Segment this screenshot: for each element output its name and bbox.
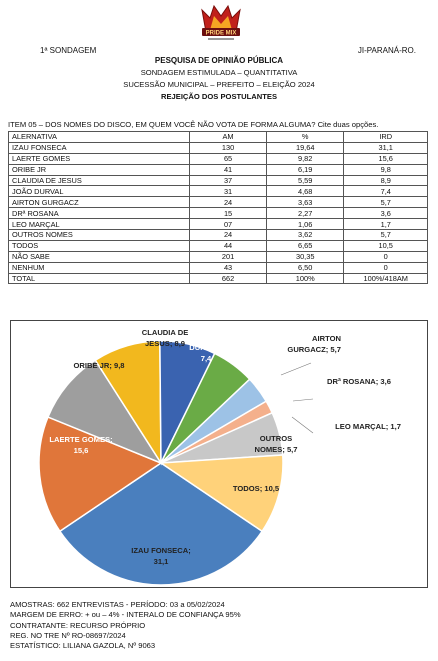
- slice-label: CLAUDIA DE JESUS; 8,9: [141, 328, 189, 348]
- cell-am: 43: [190, 262, 267, 273]
- table-header-row: [9, 132, 428, 143]
- footer-contractor: CONTRATANTE: RECURSO PRÓPRIO: [10, 620, 146, 630]
- leader-line: [281, 363, 311, 375]
- pie-chart: [11, 321, 427, 587]
- cell-am: 65: [190, 153, 267, 164]
- table-row: [9, 262, 428, 273]
- slice-label: JOÃO DURVAL; 7,4: [189, 332, 223, 363]
- question-text: ITEM 05 – DOS NOMES DO DISCO, EM QUEM VOCÊ NÃO VOTA DE FORMA ALGUMA? Cite duas opções.: [8, 120, 379, 129]
- cell-ird: 3,6: [344, 208, 428, 219]
- cell-ird: 9,8: [344, 164, 428, 175]
- cell-ird: 31,1: [344, 142, 428, 153]
- cell-percent: 6,65: [266, 240, 343, 251]
- cell-ird: 0: [344, 262, 428, 273]
- cell-alternative: NENHUM: [9, 262, 190, 273]
- cell-percent: 4,68: [266, 186, 343, 197]
- header-ird: IRD: [344, 132, 428, 143]
- table-row: [9, 197, 428, 208]
- cell-percent: 100%: [266, 273, 343, 284]
- cell-ird: 15,6: [344, 153, 428, 164]
- subtitle-1: SONDAGEM ESTIMULADA – QUANTITATIVA: [140, 68, 298, 77]
- footer-margin: MARGEM DE ERRO: + ou – 4% - INTERALO DE CONFIANÇA 95%: [10, 610, 241, 620]
- cell-percent: 6,50: [266, 262, 343, 273]
- table-row: [9, 251, 428, 262]
- footer-registration: REG. NO TRE Nº RO-08697/2024: [10, 630, 126, 640]
- cell-alternative: AIRTON GURGACZ: [9, 197, 190, 208]
- cell-alternative: LAERTE GOMES: [9, 153, 190, 164]
- pie-chart-box: [10, 320, 428, 588]
- slice-label: ORIBE JR; 9,8: [73, 361, 125, 370]
- cell-alternative: OUTROS NOMES: [9, 230, 190, 241]
- city-label: JI-PARANÁ-RO.: [357, 46, 416, 55]
- table-row: [9, 240, 428, 251]
- cell-alternative: JOÃO DURVAL: [9, 186, 190, 197]
- cell-am: 24: [190, 197, 267, 208]
- table-row: [9, 208, 428, 219]
- cell-ird: 7,4: [344, 186, 428, 197]
- table-row: [9, 153, 428, 164]
- slice-label: DRª ROSANA; 3,6: [327, 377, 391, 386]
- footer-notes: [10, 600, 241, 651]
- header-alternative: ALERNATIVA: [9, 132, 190, 143]
- cell-alternative: TOTAL: [9, 273, 190, 284]
- cell-am: 130: [190, 142, 267, 153]
- cell-ird: 0: [344, 251, 428, 262]
- table-row: [9, 164, 428, 175]
- cell-percent: 3,63: [266, 197, 343, 208]
- survey-round: 1ª SONDAGEM: [40, 46, 97, 55]
- table-row: [9, 186, 428, 197]
- cell-am: 15: [190, 208, 267, 219]
- cell-alternative: CLAUDIA DE JESUS: [9, 175, 190, 186]
- cell-alternative: DRª ROSANA: [9, 208, 190, 219]
- leader-line: [293, 399, 313, 401]
- cell-am: 31: [190, 186, 267, 197]
- cell-am: 201: [190, 251, 267, 262]
- main-title: PESQUISA DE OPINIÃO PÚBLICA: [154, 56, 284, 65]
- subtitle-3: REJEIÇÃO DOS POSTULANTES: [160, 92, 278, 101]
- cell-percent: 6,19: [266, 164, 343, 175]
- table-row: [9, 219, 428, 230]
- cell-ird: 5,7: [344, 230, 428, 241]
- leader-line: [292, 417, 313, 433]
- footer-statistician: ESTATÍSTICO: LILIANA GAZOLA, Nº 9063: [10, 641, 156, 651]
- cell-alternative: LEO MARÇAL: [9, 219, 190, 230]
- cell-am: 41: [190, 164, 267, 175]
- cell-ird: 5,7: [344, 197, 428, 208]
- cell-ird: 10,5: [344, 240, 428, 251]
- cell-alternative: IZAU FONSECA: [9, 142, 190, 153]
- cell-alternative: TODOS: [9, 240, 190, 251]
- results-table: [8, 131, 428, 284]
- slice-label: LEO MARÇAL; 1,7: [335, 422, 401, 431]
- cell-am: 07: [190, 219, 267, 230]
- cell-percent: 3,62: [266, 230, 343, 241]
- slice-label: IZAU FONSECA; 31,1: [131, 546, 191, 566]
- table-row: [9, 142, 428, 153]
- subtitle-2: SUCESSÃO MUNICIPAL – PREFEITO – ELEIÇÃO 2024: [123, 80, 315, 89]
- table-row: [9, 230, 428, 241]
- pride-mix-logo: [196, 2, 246, 44]
- cell-percent: 30,35: [266, 251, 343, 262]
- header-am: AM: [190, 132, 267, 143]
- cell-alternative: ORIBE JR: [9, 164, 190, 175]
- cell-percent: 2,27: [266, 208, 343, 219]
- cell-ird: 100%/418AM: [344, 273, 428, 284]
- cell-ird: 1,7: [344, 219, 428, 230]
- table-row: [9, 273, 428, 284]
- cell-am: 662: [190, 273, 267, 284]
- cell-am: 24: [190, 230, 267, 241]
- slice-label: AIRTON GURGACZ; 5,7: [287, 334, 341, 354]
- cell-percent: 5,59: [266, 175, 343, 186]
- table-row: [9, 175, 428, 186]
- cell-am: 37: [190, 175, 267, 186]
- cell-percent: 1,06: [266, 219, 343, 230]
- cell-alternative: NÃO SABE: [9, 251, 190, 262]
- header-percent: %: [266, 132, 343, 143]
- cell-percent: 9,82: [266, 153, 343, 164]
- cell-am: 44: [190, 240, 267, 251]
- title-block: [0, 55, 438, 103]
- slice-label: LAERTE GOMES; 15,6: [49, 435, 113, 455]
- cell-percent: 19,64: [266, 142, 343, 153]
- slice-label: OUTROS NOMES; 5,7: [254, 434, 298, 454]
- slice-label: TODOS; 10,5: [232, 484, 280, 493]
- cell-ird: 8,9: [344, 175, 428, 186]
- logo-text: PRIDE MIX: [205, 30, 237, 37]
- footer-sample: AMOSTRAS: 662 ENTREVISTAS - PERÍODO: 03 a 05/02/2024: [10, 600, 225, 609]
